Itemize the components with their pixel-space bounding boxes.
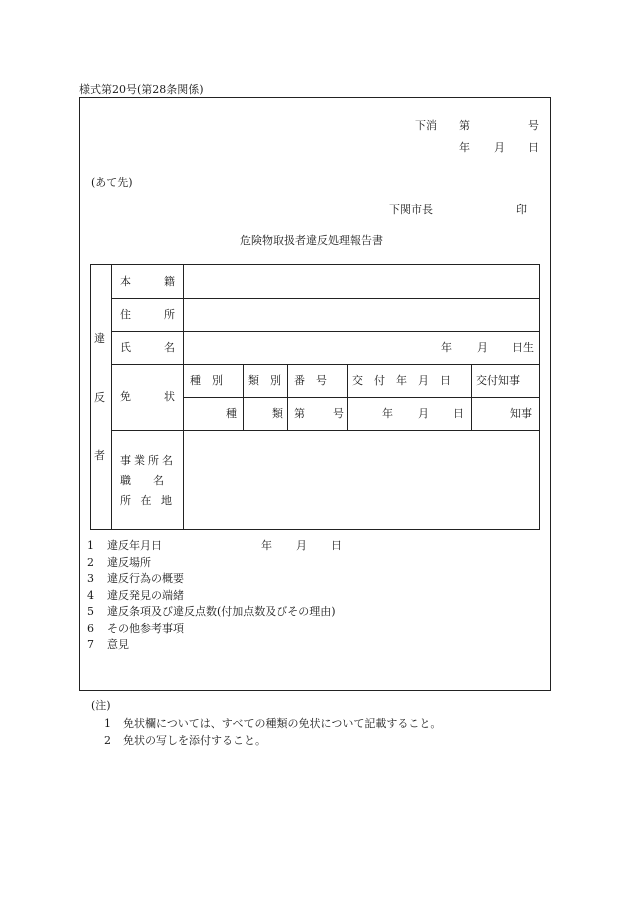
violator-label-3: 者 <box>94 449 105 462</box>
doc-number-dai: 第 <box>459 119 470 132</box>
license-value-year: 年 <box>382 407 393 420</box>
form-number: 様式第20号(第28条関係) <box>79 83 204 96</box>
violator-label-2: 反 <box>94 391 105 404</box>
item-7-number: 7 <box>87 638 94 651</box>
license-header-shubetsu: 種 別 <box>190 374 223 387</box>
license-value-shu: 種 <box>226 407 237 420</box>
license-header-bango: 番 号 <box>294 374 327 387</box>
address-label: 住 所 <box>120 308 175 321</box>
item-1-text: 違反年月日 <box>107 539 162 552</box>
document-title: 危険物取扱者違反処理報告書 <box>240 234 383 247</box>
workplace-name-label: 事業所名 <box>120 454 176 467</box>
license-value-dai: 第 <box>294 407 305 420</box>
item-5-text: 違反条項及び違反点数(付加点数及びその理由) <box>107 605 336 618</box>
item-4-text: 違反発見の端緒 <box>107 589 184 602</box>
sender-name: 下関市長 <box>389 203 433 216</box>
date-month: 月 <box>494 141 505 154</box>
item-1-day: 日 <box>331 539 342 552</box>
note-2-text: 免状の写しを添付すること。 <box>123 734 266 747</box>
note-1-number: 1 <box>104 717 111 730</box>
item-5-number: 5 <box>87 605 94 618</box>
birth-day: 日生 <box>512 341 534 354</box>
doc-number-prefix: 下消 <box>415 119 437 132</box>
date-year: 年 <box>459 141 470 154</box>
license-value-chiji: 知事 <box>510 407 532 420</box>
job-title-label: 職 名 <box>120 474 164 487</box>
birth-month: 月 <box>477 341 488 354</box>
item-6-text: その他参考事項 <box>107 622 184 635</box>
birth-year: 年 <box>441 341 452 354</box>
location-label: 所 在 地 <box>120 494 175 507</box>
item-2-number: 2 <box>87 556 94 569</box>
license-header-ruibetsu: 類 別 <box>248 374 281 387</box>
item-3-number: 3 <box>87 572 94 585</box>
license-value-rui: 類 <box>272 407 283 420</box>
item-1-year: 年 <box>261 539 272 552</box>
item-1-month: 月 <box>296 539 307 552</box>
addressee-label: (あて先) <box>91 176 133 189</box>
license-value-go: 号 <box>333 407 344 420</box>
item-7-text: 意見 <box>107 638 129 651</box>
violator-label-1: 違 <box>94 332 105 345</box>
note-2-number: 2 <box>104 734 111 747</box>
license-header-kofu-chiji: 交付知事 <box>476 374 520 387</box>
license-header-kofu-date: 交 付 年 月 日 <box>352 374 451 387</box>
doc-number-go: 号 <box>528 119 539 132</box>
item-4-number: 4 <box>87 589 94 602</box>
date-day: 日 <box>528 141 539 154</box>
seal-mark: 印 <box>516 203 527 216</box>
license-label: 免 状 <box>120 390 175 403</box>
notes-label: (注) <box>91 699 111 712</box>
license-value-day: 日 <box>453 407 464 420</box>
item-1-number: 1 <box>87 539 94 552</box>
item-3-text: 違反行為の概要 <box>107 572 184 585</box>
note-1-text: 免状欄については、すべての種類の免状について記載すること。 <box>123 717 442 730</box>
honseki-label: 本 籍 <box>120 275 175 288</box>
name-label: 氏 名 <box>120 341 175 354</box>
item-2-text: 違反場所 <box>107 556 151 569</box>
item-6-number: 6 <box>87 622 94 635</box>
license-value-month: 月 <box>418 407 429 420</box>
